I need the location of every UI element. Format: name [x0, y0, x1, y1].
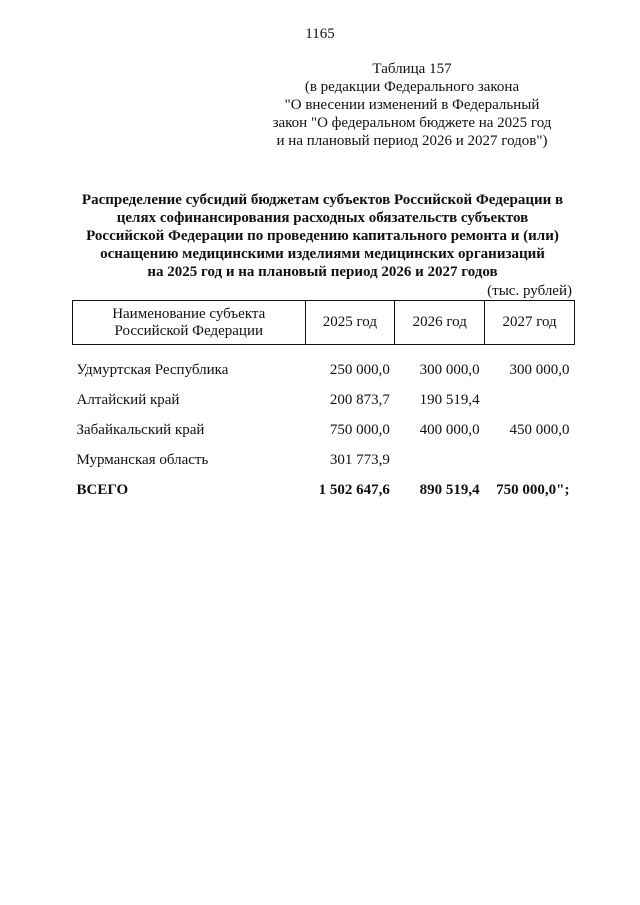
- value-2026: [395, 445, 485, 475]
- table-reference-line: и на плановый период 2026 и 2027 годов"): [276, 133, 548, 149]
- region-name: Забайкальский край: [76, 421, 205, 438]
- table-header-row: [73, 301, 575, 345]
- value-2026: 190 519,4: [419, 391, 480, 408]
- total-2026: 890 519,4: [419, 481, 480, 498]
- title-line: на 2025 год и на плановый период 2026 и 2027 годов: [147, 264, 498, 280]
- region-name: Удмуртская Республика: [76, 361, 229, 378]
- region-name: Мурманская область: [76, 451, 209, 468]
- subsidy-table: [72, 300, 575, 505]
- title-line: Распределение субсидий бюджетам субъектов Российской Федерации в: [81, 192, 564, 208]
- value-2025: 750 000,0: [329, 421, 390, 438]
- header-2027: 2027 год: [485, 301, 575, 345]
- document-title: [60, 191, 585, 281]
- value-2026: 300 000,0: [419, 361, 480, 378]
- units-label: (тыс. рублей): [487, 283, 572, 299]
- total-row: [73, 475, 575, 505]
- total-2027: 750 000,0";: [496, 481, 570, 498]
- total-label: ВСЕГО: [76, 481, 129, 498]
- table-row: [73, 445, 575, 475]
- table-row: [73, 385, 575, 415]
- table-row: [73, 345, 575, 386]
- table-reference-line: Таблица 157: [372, 61, 452, 77]
- value-2027: 450 000,0: [509, 421, 570, 438]
- value-2025: 200 873,7: [329, 391, 390, 408]
- total-2025: 1 502 647,6: [318, 481, 390, 498]
- header-2026: 2026 год: [395, 301, 485, 345]
- table-reference-line: (в редакции Федерального закона: [304, 79, 520, 95]
- value-2026: 400 000,0: [419, 421, 480, 438]
- header-2025: 2025 год: [305, 301, 395, 345]
- table-reference: [262, 60, 562, 150]
- value-2025: 301 773,9: [329, 451, 390, 468]
- title-line: оснащению медицинскими изделиями медицинских организаций: [100, 246, 545, 262]
- header-region-line: Российской Федерации: [114, 322, 263, 339]
- table-row: [73, 415, 575, 445]
- table-reference-line: закон "О федеральном бюджете на 2025 год: [272, 115, 552, 131]
- header-region: [73, 301, 306, 345]
- table-reference-line: "О внесении изменений в Федеральный: [284, 97, 540, 113]
- header-region-line: Наименование субъекта: [112, 305, 266, 322]
- region-name: Алтайский край: [76, 391, 180, 408]
- page-number: 1165: [305, 26, 335, 42]
- value-2025: 250 000,0: [329, 361, 390, 378]
- value-2027: [485, 385, 575, 415]
- title-line: целях софинансирования расходных обязательств субъектов: [116, 210, 529, 226]
- title-line: Российской Федерации по проведению капитального ремонта и (или): [86, 228, 559, 244]
- value-2027: [485, 445, 575, 475]
- value-2027: 300 000,0: [509, 361, 570, 378]
